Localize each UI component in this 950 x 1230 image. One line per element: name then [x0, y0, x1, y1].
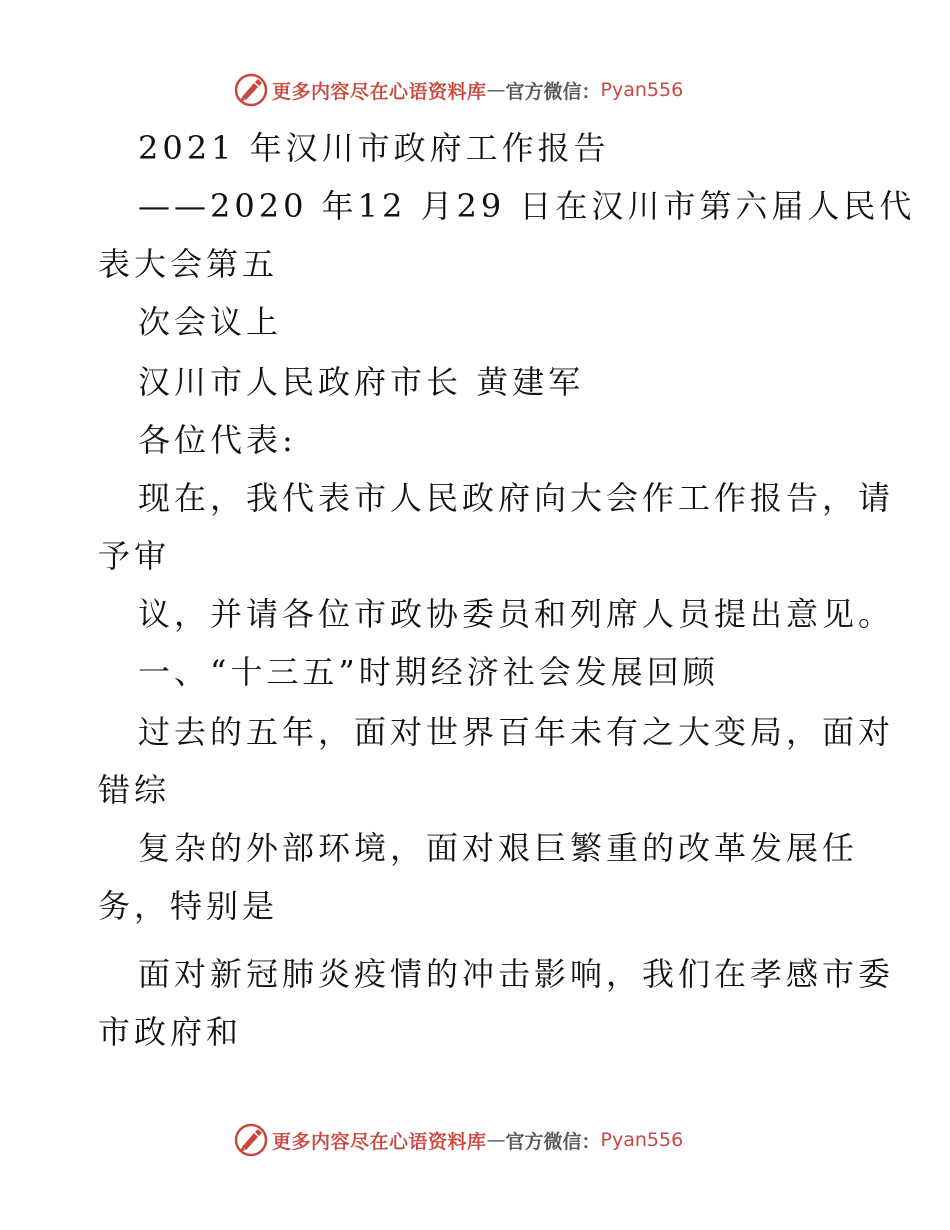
document-author: 汉川市人民政府市长 黄建军 — [138, 363, 585, 401]
document-paragraph-line: 复杂的外部环境，面对艰巨繁重的改革发展任 — [138, 829, 859, 867]
document-paragraph-line: 过去的五年，面对世界百年未有之大变局，面对 — [138, 713, 895, 751]
watermark-brand: 更多内容尽在心语资料库 — [272, 80, 487, 103]
document-subtitle-line: ——2020 年12 月29 日在汉川市第六届人民代 — [138, 187, 916, 225]
document-salutation: 各位代表: — [138, 421, 297, 459]
document-title: 2021 年汉川市政府工作报告 — [138, 129, 610, 167]
document-paragraph-line: 议，并请各位市政协委员和列席人员提出意见。 — [138, 595, 895, 633]
document-paragraph-line: 错综 — [98, 771, 171, 809]
document-paragraph-line: 现在，我代表市人民政府向大会作工作报告，请 — [138, 479, 895, 517]
watermark-wechat-id: Pyan556 — [600, 1129, 684, 1151]
watermark-banner-top — [234, 72, 683, 108]
watermark-brand: 更多内容尽在心语资料库 — [272, 1130, 487, 1153]
watermark-banner-bottom — [234, 1122, 683, 1158]
pen-logo-icon — [234, 1123, 268, 1157]
watermark-separator: — — [486, 1129, 506, 1151]
document-subtitle-line: 次会议上 — [138, 303, 283, 341]
watermark-wechat-label: 官方微信： — [505, 1130, 601, 1153]
watermark-wechat-id: Pyan556 — [600, 79, 684, 101]
pen-logo-icon — [234, 73, 268, 107]
document-paragraph-line: 予审 — [98, 537, 171, 575]
document-paragraph-line: 面对新冠肺炎疫情的冲击影响，我们在孝感市委 — [138, 955, 895, 993]
document-subtitle-line: 表大会第五 — [98, 245, 279, 283]
document-section-heading: 一、“十三五”时期经济社会发展回顾 — [138, 653, 719, 691]
watermark-wechat-label: 官方微信： — [505, 80, 601, 103]
watermark-separator: — — [486, 79, 506, 101]
document-paragraph-line: 务，特别是 — [98, 887, 279, 925]
document-paragraph-line: 市政府和 — [98, 1013, 243, 1051]
